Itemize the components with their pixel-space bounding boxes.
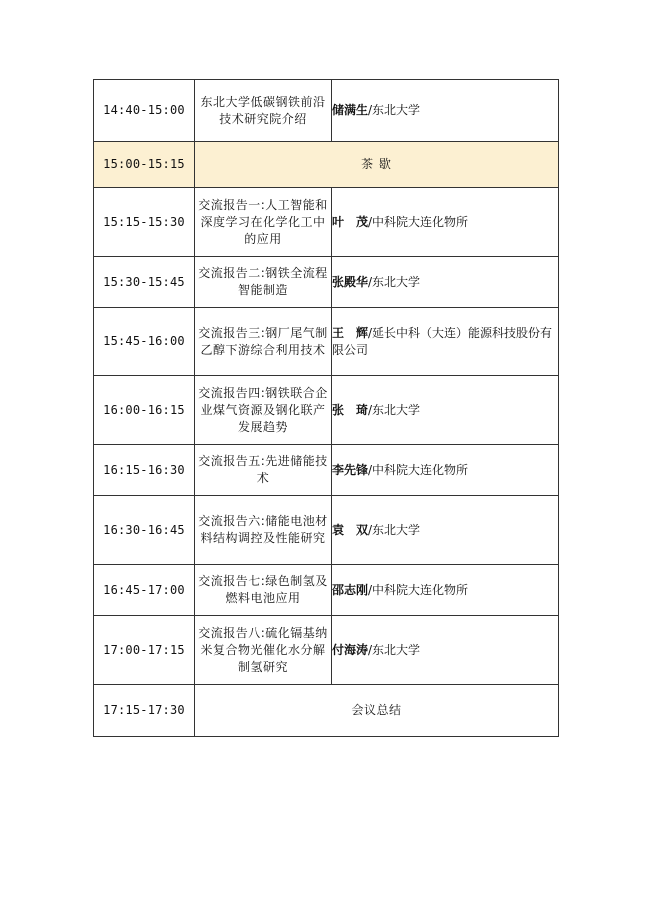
speaker-cell: [332, 616, 559, 685]
time-cell: 17:00-17:15: [94, 616, 195, 685]
speaker-cell: [332, 445, 559, 496]
speaker-org: /东北大学: [368, 522, 421, 537]
speaker-org: /中科院大连化物所: [368, 462, 469, 477]
topic-cell: 交流报告二:钢铁全流程智能制造: [195, 257, 332, 308]
speaker-name: 储满生: [332, 103, 369, 117]
speaker-org: /中科院大连化物所: [368, 214, 469, 229]
speaker-org: /东北大学: [368, 274, 421, 289]
time-cell: 15:30-15:45: [94, 257, 195, 308]
topic-cell: 交流报告一:人工智能和深度学习在化学化工中的应用: [195, 188, 332, 257]
speaker-name: 付海涛: [332, 642, 369, 657]
time-cell: 15:15-15:30: [94, 188, 195, 257]
speaker-name: 王 辉: [332, 325, 369, 340]
speaker-name: 叶 茂: [332, 214, 369, 229]
schedule-row: [94, 188, 559, 257]
topic-cell: 交流报告八:硫化镉基纳米复合物光催化水分解制氢研究: [195, 616, 332, 685]
topic-cell: 交流报告五:先进储能技术: [195, 445, 332, 496]
time-cell: 17:15-17:30: [94, 685, 195, 737]
speaker-org: /东北大学: [368, 402, 421, 417]
speaker-cell: [332, 257, 559, 308]
speaker-cell: [332, 565, 559, 616]
speaker-cell: [332, 496, 559, 565]
summary-cell: 会议总结: [195, 685, 559, 737]
speaker-cell: [332, 376, 559, 445]
time-cell: 14:40-15:00: [94, 80, 195, 142]
speaker-org: /中科院大连化物所: [368, 582, 469, 597]
summary-row: [94, 685, 559, 737]
schedule-row: [94, 616, 559, 685]
schedule-table: [93, 79, 559, 737]
topic-cell: 东北大学低碳钢铁前沿技术研究院介绍: [195, 80, 332, 142]
speaker-name: 邵志刚: [332, 582, 369, 597]
time-cell: 16:30-16:45: [94, 496, 195, 565]
speaker-name: 李先锋: [332, 462, 369, 477]
time-cell: 16:00-16:15: [94, 376, 195, 445]
topic-cell: 交流报告三:钢厂尾气制乙醇下游综合利用技术: [195, 308, 332, 376]
speaker-org: /东北大学: [368, 103, 421, 117]
tea-break-row: [94, 142, 559, 188]
topic-cell: 交流报告六:储能电池材料结构调控及性能研究: [195, 496, 332, 565]
schedule-row: [94, 257, 559, 308]
schedule-row: [94, 496, 559, 565]
speaker-name: 袁 双: [332, 522, 369, 537]
speaker-cell: [332, 188, 559, 257]
schedule-row: [94, 565, 559, 616]
topic-cell: 交流报告四:钢铁联合企业煤气资源及钢化联产发展趋势: [195, 376, 332, 445]
schedule-row: [94, 80, 559, 142]
schedule-row: [94, 445, 559, 496]
speaker-name: 张 琦: [332, 402, 369, 417]
tea-break-cell: 茶 歇: [195, 142, 559, 188]
time-cell: 16:15-16:30: [94, 445, 195, 496]
topic-cell: 交流报告七:绿色制氢及燃料电池应用: [195, 565, 332, 616]
schedule-row: [94, 376, 559, 445]
speaker-org: /东北大学: [368, 642, 421, 657]
speaker-org: /延长中科（大连）能源科技股份有限公司: [332, 325, 553, 357]
speaker-name: 张殿华: [332, 274, 369, 289]
speaker-cell: [332, 80, 559, 142]
time-cell: 15:00-15:15: [94, 142, 195, 188]
speaker-cell: [332, 308, 559, 376]
time-cell: 16:45-17:00: [94, 565, 195, 616]
schedule-row: [94, 308, 559, 376]
time-cell: 15:45-16:00: [94, 308, 195, 376]
